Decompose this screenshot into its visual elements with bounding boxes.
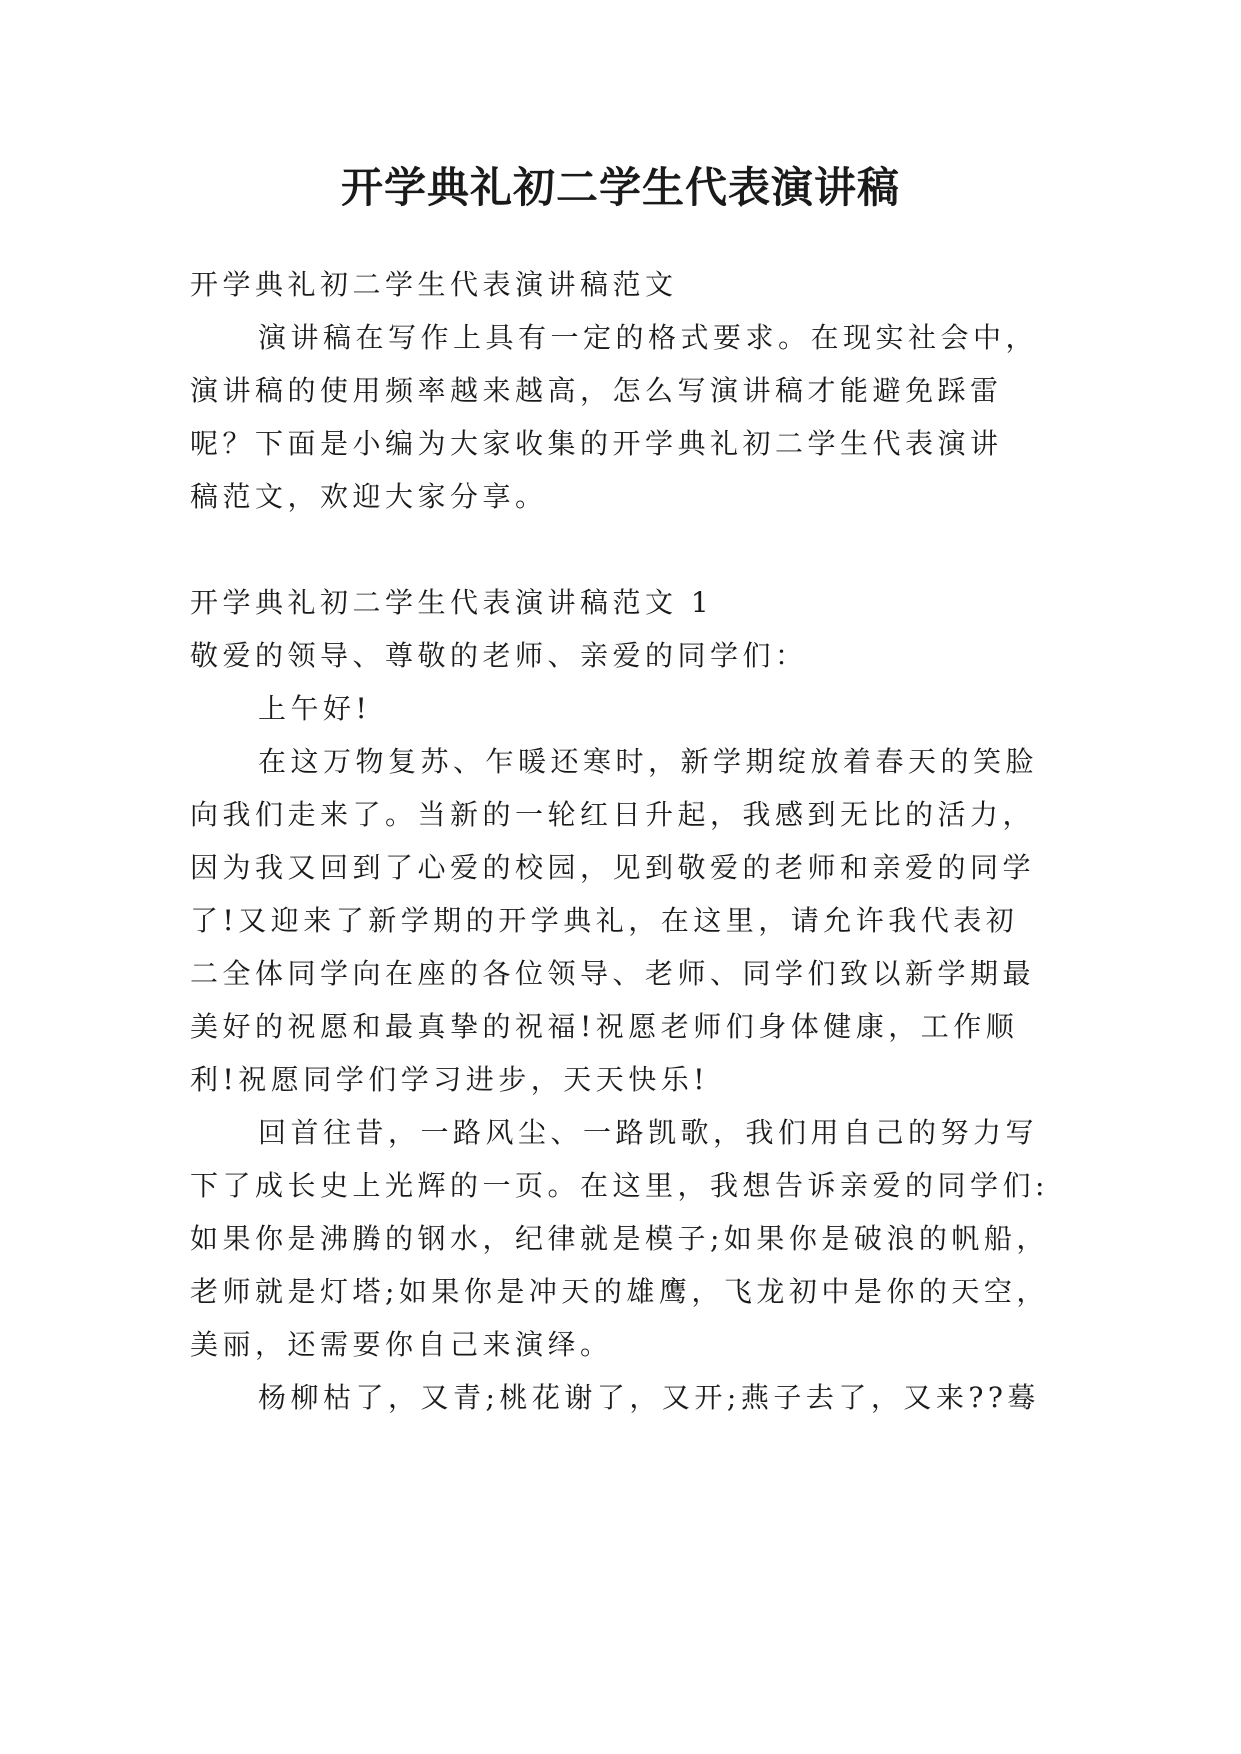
paragraph-line: 演讲稿在写作上具有一定的格式要求。在现实社会中， xyxy=(258,321,1039,354)
paragraph-line: 稿范文，欢迎大家分享。 xyxy=(190,480,548,513)
paragraph-line: 美丽，还需要你自己来演绎。 xyxy=(190,1328,613,1361)
paragraph-line: 二全体同学向在座的各位领导、老师、同学们致以新学期最 xyxy=(190,957,1036,990)
subtitle-line: 开学典礼初二学生代表演讲稿范文 xyxy=(190,268,678,301)
paragraph-line: 演讲稿的使用频率越来越高，怎么写演讲稿才能避免踩雷 xyxy=(190,374,1003,407)
paragraph-line: 如果你是沸腾的钢水，纪律就是模子;如果你是破浪的帆船， xyxy=(190,1222,1049,1255)
paragraph-line: 呢？下面是小编为大家收集的开学典礼初二学生代表演讲 xyxy=(190,427,1003,460)
paragraph-line: 因为我又回到了心爱的校园，见到敬爱的老师和亲爱的同学 xyxy=(190,851,1036,884)
paragraph-line: 在这万物复苏、乍暖还寒时，新学期绽放着春天的笑脸 xyxy=(258,745,1039,778)
paragraph-line: 利!祝愿同学们学习进步，天天快乐! xyxy=(190,1063,710,1096)
paragraph-line: 下了成长史上光辉的一页。在这里，我想告诉亲爱的同学们: xyxy=(190,1169,1049,1202)
paragraph-line: 向我们走来了。当新的一轮红日升起，我感到无比的活力， xyxy=(190,798,1036,831)
paragraph-line: 杨柳枯了，又青;桃花谢了，又开;燕子去了，又来??蓦 xyxy=(258,1381,1040,1414)
section-heading: 开学典礼初二学生代表演讲稿范文 1 xyxy=(190,586,714,619)
paragraph-line: 老师就是灯塔;如果你是冲天的雄鹰，飞龙初中是你的天空， xyxy=(190,1275,1049,1308)
paragraph-line: 美好的祝愿和最真挚的祝福!祝愿老师们身体健康，工作顺 xyxy=(190,1010,1019,1043)
salutation-line: 敬爱的领导、尊敬的老师、亲爱的同学们： xyxy=(190,639,808,672)
greeting-line: 上午好! xyxy=(258,692,372,725)
paragraph-line: 回首往昔，一路风尘、一路凯歌，我们用自己的努力写 xyxy=(258,1116,1039,1149)
paragraph-line: 了!又迎来了新学期的开学典礼，在这里，请允许我代表初 xyxy=(190,904,1019,937)
document-title: 开学典礼初二学生代表演讲稿 xyxy=(340,163,900,212)
